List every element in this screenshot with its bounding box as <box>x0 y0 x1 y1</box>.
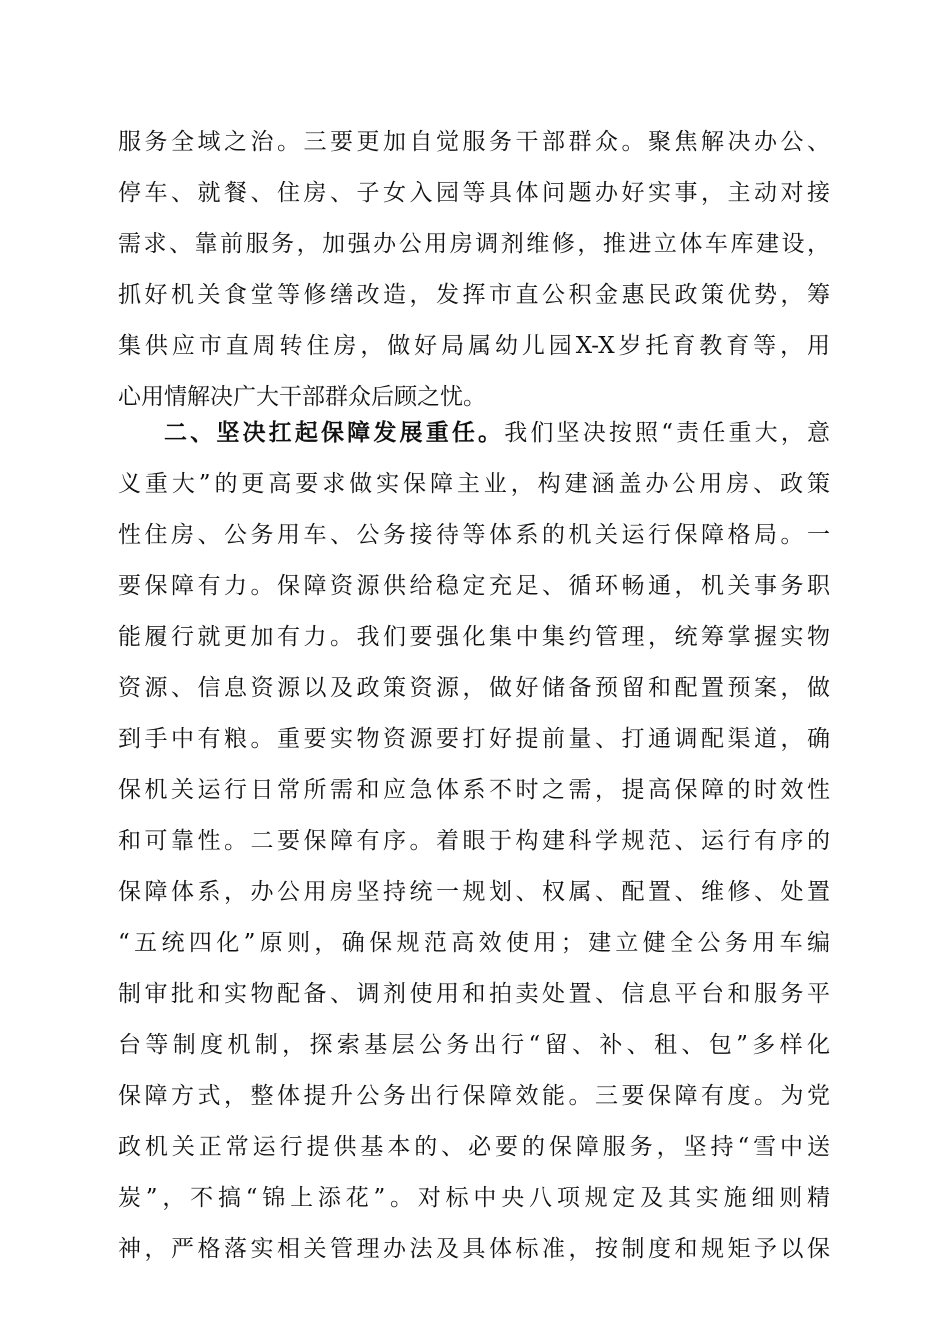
paragraph-line: 能履行就更加有力。我们要强化集中集约管理，统筹掌握实物 <box>118 624 830 650</box>
paragraph-line: 炭”，不搞“锦上添花”。对标中央八项规定及其实施细则精 <box>118 1185 830 1211</box>
paragraph-line: 神，严格落实相关管理办法及具体标准，按制度和规矩予以保 <box>118 1236 830 1262</box>
paragraph-line: 保障体系，办公用房坚持统一规划、权属、配置、维修、处置 <box>118 879 830 905</box>
paragraph-line: 政机关正常运行提供基本的、必要的保障服务，坚持“雪中送 <box>118 1134 830 1160</box>
paragraph-line: 保障方式，整体提升公务出行保障效能。三要保障有度。为党 <box>118 1083 830 1109</box>
paragraph-line: 心用情解决广大干部群众后顾之忧。 <box>118 384 486 410</box>
paragraph-line: 台等制度机制，探索基层公务出行“留、补、租、包”多样化 <box>118 1032 830 1058</box>
heading-rest-text: 我们坚决按照“责任重大，意 <box>504 420 830 446</box>
paragraph-line: 制审批和实物配备、调剂使用和拍卖处置、信息平台和服务平 <box>118 981 830 1007</box>
paragraph-line: 保机关运行日常所需和应急体系不时之需，提高保障的时效性 <box>118 777 830 803</box>
paragraph-line: 要保障有力。保障资源供给稳定充足、循环畅通，机关事务职 <box>118 573 830 599</box>
paragraph-line: 抓好机关食堂等修缮改造，发挥市直公积金惠民政策优势，筹 <box>118 282 830 308</box>
paragraph-line: 服务全域之治。三要更加自觉服务干部群众。聚焦解决办公、 <box>118 129 830 155</box>
section-heading: 二、坚决扛起保障发展重任。 <box>164 420 505 446</box>
paragraph-line: 和可靠性。二要保障有序。着眼于构建科学规范、运行有序的 <box>118 828 830 854</box>
paragraph-first-line <box>118 408 830 459</box>
paragraph-line: “五统四化”原则，确保规范高效使用；建立健全公务用车编 <box>118 930 830 956</box>
paragraph-line: 集供应市直周转住房，做好局属幼儿园X-X岁托育教育等，用 <box>118 333 830 359</box>
paragraph-2 <box>118 408 830 1275</box>
paragraph-1 <box>118 117 830 423</box>
paragraph-line: 资源、信息资源以及政策资源，做好储备预留和配置预案，做 <box>118 675 830 701</box>
paragraph-line: 到手中有粮。重要实物资源要打好提前量、打通调配渠道，确 <box>118 726 830 752</box>
paragraph-line: 需求、靠前服务，加强办公用房调剂维修，推进立体车库建设， <box>118 231 830 257</box>
paragraph-line: 停车、就餐、住房、子女入园等具体问题办好实事，主动对接 <box>118 180 830 206</box>
paragraph-line: 义重大”的更高要求做实保障主业，构建涵盖办公用房、政策 <box>118 471 830 497</box>
paragraph-line: 性住房、公务用车、公务接待等体系的机关运行保障格局。一 <box>118 522 830 548</box>
